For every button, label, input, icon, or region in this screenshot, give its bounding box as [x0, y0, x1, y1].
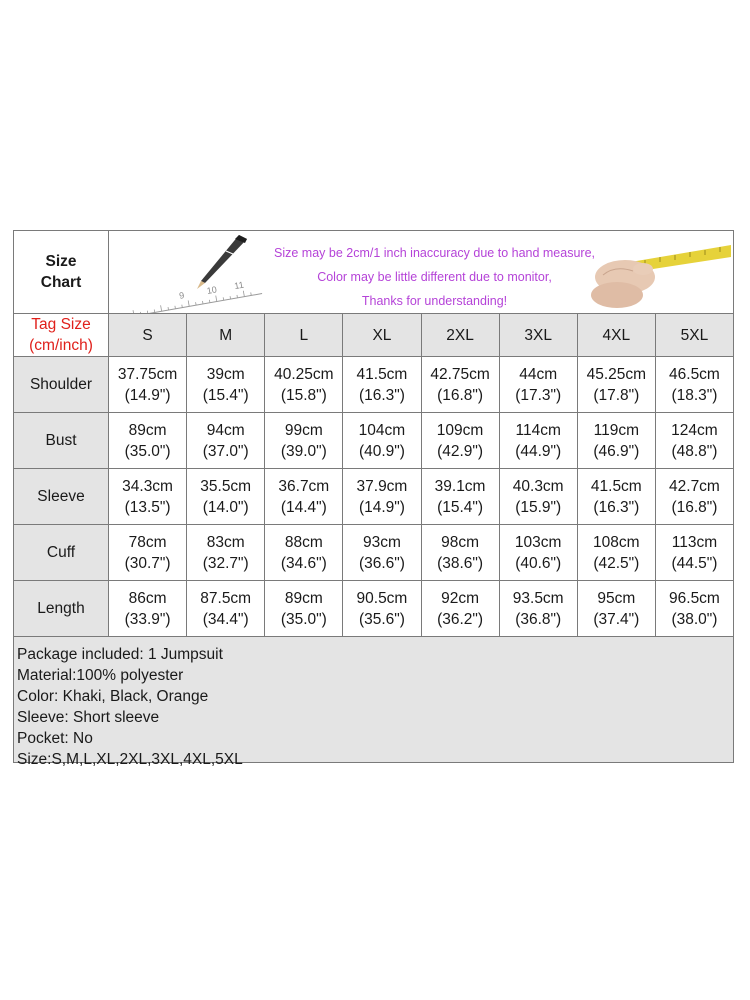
size-header-cell: 5XL — [655, 314, 733, 357]
cm-value: 44cm — [519, 365, 558, 383]
inch-value: (32.7") — [202, 554, 249, 572]
inch-value: (14.0") — [202, 498, 249, 516]
size-header-cell: 3XL — [499, 314, 577, 357]
measure-cell — [577, 357, 655, 413]
inch-value: (38.0") — [671, 610, 718, 628]
inch-value: (15.9") — [515, 498, 562, 516]
cm-value: 92cm — [441, 589, 480, 607]
size-header-cell: 4XL — [577, 314, 655, 357]
inch-value: (37.0") — [202, 442, 249, 460]
inch-value: (44.5") — [671, 554, 718, 572]
cm-value: 36.7cm — [278, 477, 330, 495]
inch-value: (34.6") — [280, 554, 327, 572]
cm-value: 41.5cm — [356, 365, 408, 383]
inch-value: (40.9") — [358, 442, 405, 460]
measure-cell — [577, 413, 655, 469]
inch-value: (16.3") — [358, 386, 405, 404]
measure-cell — [187, 413, 265, 469]
inch-value: (38.6") — [437, 554, 484, 572]
inch-value: (35.6") — [358, 610, 405, 628]
ruler-pencil-illustration — [121, 233, 271, 313]
cm-value: 34.3cm — [122, 477, 173, 495]
package-info: Package included: 1 Jumpsuit — [17, 646, 223, 663]
measure-cell — [577, 469, 655, 525]
cm-value: 37.9cm — [356, 477, 408, 495]
inch-value: (36.2") — [437, 610, 484, 628]
product-info-panel — [13, 637, 734, 768]
cm-value: 96.5cm — [669, 589, 720, 607]
measure-cell — [109, 525, 187, 581]
measure-cell — [343, 469, 421, 525]
ruler-number: 10 — [205, 284, 218, 297]
size-header-cell: L — [265, 314, 343, 357]
measure-cell — [577, 525, 655, 581]
measure-cell — [265, 581, 343, 637]
measure-cell — [187, 581, 265, 637]
inch-value: (46.9") — [593, 442, 640, 460]
cm-value: 88cm — [284, 533, 323, 551]
title-line-1: Size — [45, 253, 77, 270]
inch-value: (44.9") — [515, 442, 562, 460]
cm-value: 114cm — [515, 421, 561, 439]
measure-cell — [499, 581, 577, 637]
cm-value: 93cm — [362, 533, 401, 551]
pocket-info: Pocket: No — [17, 730, 93, 747]
measure-cell — [343, 581, 421, 637]
measure-cell — [109, 413, 187, 469]
cm-value: 46.5cm — [669, 365, 720, 383]
cm-value: 90.5cm — [356, 589, 408, 607]
cm-value: 89cm — [284, 589, 323, 607]
inch-value: (16.8") — [671, 498, 718, 516]
inch-value: (34.4") — [202, 610, 249, 628]
inch-value: (42.5") — [593, 554, 640, 572]
inch-value: (35.0") — [280, 610, 327, 628]
cm-value: 37.75cm — [117, 365, 178, 383]
inch-value: (40.6") — [515, 554, 562, 572]
cm-value: 119cm — [593, 421, 639, 439]
cm-value: 42.7cm — [669, 477, 720, 495]
ruler-number: 9 — [178, 290, 186, 301]
cm-value: 95cm — [597, 589, 636, 607]
color-info: Color: Khaki, Black, Orange — [17, 688, 209, 705]
note-line: Size may be 2cm/1 inch inaccuracy due to hand measure, — [274, 246, 596, 260]
sizes-header-row — [14, 314, 734, 357]
inch-value: (15.8") — [280, 386, 327, 404]
measure-cell — [343, 525, 421, 581]
measure-cell — [655, 469, 733, 525]
cm-value: 98cm — [441, 533, 480, 551]
measure-cell — [187, 469, 265, 525]
size-table — [13, 230, 734, 637]
cm-value: 93.5cm — [512, 589, 564, 607]
measure-cell — [421, 357, 499, 413]
cm-value: 87.5cm — [200, 589, 252, 607]
tag-size-line-2: (cm/inch) — [29, 337, 93, 354]
cm-value: 124cm — [671, 421, 718, 439]
row-label: Cuff — [14, 525, 109, 581]
row-label: Bust — [14, 413, 109, 469]
note-line: Color may be little different due to monitor, — [317, 270, 552, 284]
size-header-cell: XL — [343, 314, 421, 357]
cm-value: 40.3cm — [512, 477, 564, 495]
measure-cell — [499, 357, 577, 413]
measure-cell — [265, 357, 343, 413]
inch-value: (36.8") — [515, 610, 562, 628]
cm-value: 41.5cm — [590, 477, 642, 495]
measure-cell — [187, 357, 265, 413]
measure-cell — [265, 469, 343, 525]
sleeve-row — [14, 469, 734, 525]
inch-value: (42.9") — [437, 442, 484, 460]
inch-value: (35.0") — [124, 442, 171, 460]
measure-cell — [421, 525, 499, 581]
row-label: Sleeve — [14, 469, 109, 525]
measure-cell — [655, 525, 733, 581]
inch-value: (17.8") — [593, 386, 640, 404]
measure-cell — [655, 357, 733, 413]
measure-cell — [265, 525, 343, 581]
inch-value: (14.9") — [124, 386, 171, 404]
hand-icon — [591, 260, 655, 308]
inch-value: (30.7") — [124, 554, 171, 572]
measure-cell — [343, 357, 421, 413]
measure-cell — [499, 525, 577, 581]
measure-cell — [421, 413, 499, 469]
cm-value: 113cm — [671, 533, 718, 551]
measure-cell — [421, 581, 499, 637]
size-header-cell: 2XL — [421, 314, 499, 357]
inch-value: (14.9") — [358, 498, 405, 516]
inch-value: (33.9") — [124, 610, 171, 628]
measure-cell — [187, 525, 265, 581]
row-label: Shoulder — [14, 357, 109, 413]
cm-value: 108cm — [593, 533, 640, 551]
cm-value: 89cm — [128, 421, 167, 439]
title-line-2: Chart — [40, 274, 82, 291]
size-header-cell: S — [109, 314, 187, 357]
shoulder-row — [14, 357, 734, 413]
cm-value: 78cm — [128, 533, 167, 551]
ruler-number: 11 — [233, 279, 245, 292]
inch-value: (16.3") — [593, 498, 640, 516]
inch-value: (39.0") — [280, 442, 327, 460]
chart-header-row — [14, 231, 734, 314]
inch-value: (16.8") — [437, 386, 484, 404]
measure-cell — [265, 413, 343, 469]
cm-value: 104cm — [358, 421, 406, 439]
tag-size-label — [14, 314, 109, 357]
length-row — [14, 581, 734, 637]
cm-value: 86cm — [128, 589, 167, 607]
inch-value: (15.4") — [437, 498, 484, 516]
cm-value: 83cm — [206, 533, 245, 551]
inch-value: (48.8") — [671, 442, 718, 460]
measure-cell — [499, 469, 577, 525]
cm-value: 39cm — [206, 365, 245, 383]
notes-block — [274, 241, 595, 313]
cm-value: 45.25cm — [586, 365, 647, 383]
measure-cell — [109, 581, 187, 637]
cm-value: 94cm — [206, 421, 245, 439]
measure-cell — [577, 581, 655, 637]
inch-value: (37.4") — [593, 610, 640, 628]
cm-value: 103cm — [514, 533, 562, 551]
cm-value: 35.5cm — [200, 477, 252, 495]
measure-cell — [655, 581, 733, 637]
measure-cell — [109, 357, 187, 413]
sleeve-info: Sleeve: Short sleeve — [17, 709, 160, 726]
cm-value: 40.25cm — [274, 365, 334, 383]
measuring-tape-hand-illustration — [585, 235, 733, 311]
cm-value: 39.1cm — [434, 477, 486, 495]
size-chart — [13, 230, 734, 768]
bust-row — [14, 413, 734, 469]
notice-banner — [109, 231, 734, 314]
measure-cell — [421, 469, 499, 525]
measure-cell — [655, 413, 733, 469]
inch-value: (17.3") — [515, 386, 562, 404]
size-info: Size:S,M,L,XL,2XL,3XL,4XL,5XL — [17, 751, 243, 768]
inch-value: (13.5") — [124, 498, 171, 516]
row-label: Length — [14, 581, 109, 637]
cm-value: 109cm — [436, 421, 484, 439]
cuff-row — [14, 525, 734, 581]
material-info: Material:100% polyester — [17, 667, 184, 684]
note-line: Thanks for understanding! — [361, 294, 508, 308]
size-chart-title — [14, 231, 109, 314]
cm-value: 99cm — [284, 421, 323, 439]
inch-value: (14.4") — [280, 498, 327, 516]
measure-cell — [499, 413, 577, 469]
inch-value: (18.3") — [671, 386, 718, 404]
measure-cell — [109, 469, 187, 525]
inch-value: (15.4") — [202, 386, 249, 404]
inch-value: (36.6") — [358, 554, 405, 572]
measure-cell — [343, 413, 421, 469]
cm-value: 42.75cm — [430, 365, 490, 383]
tag-size-line-1: Tag Size — [31, 316, 91, 333]
size-header-cell: M — [187, 314, 265, 357]
